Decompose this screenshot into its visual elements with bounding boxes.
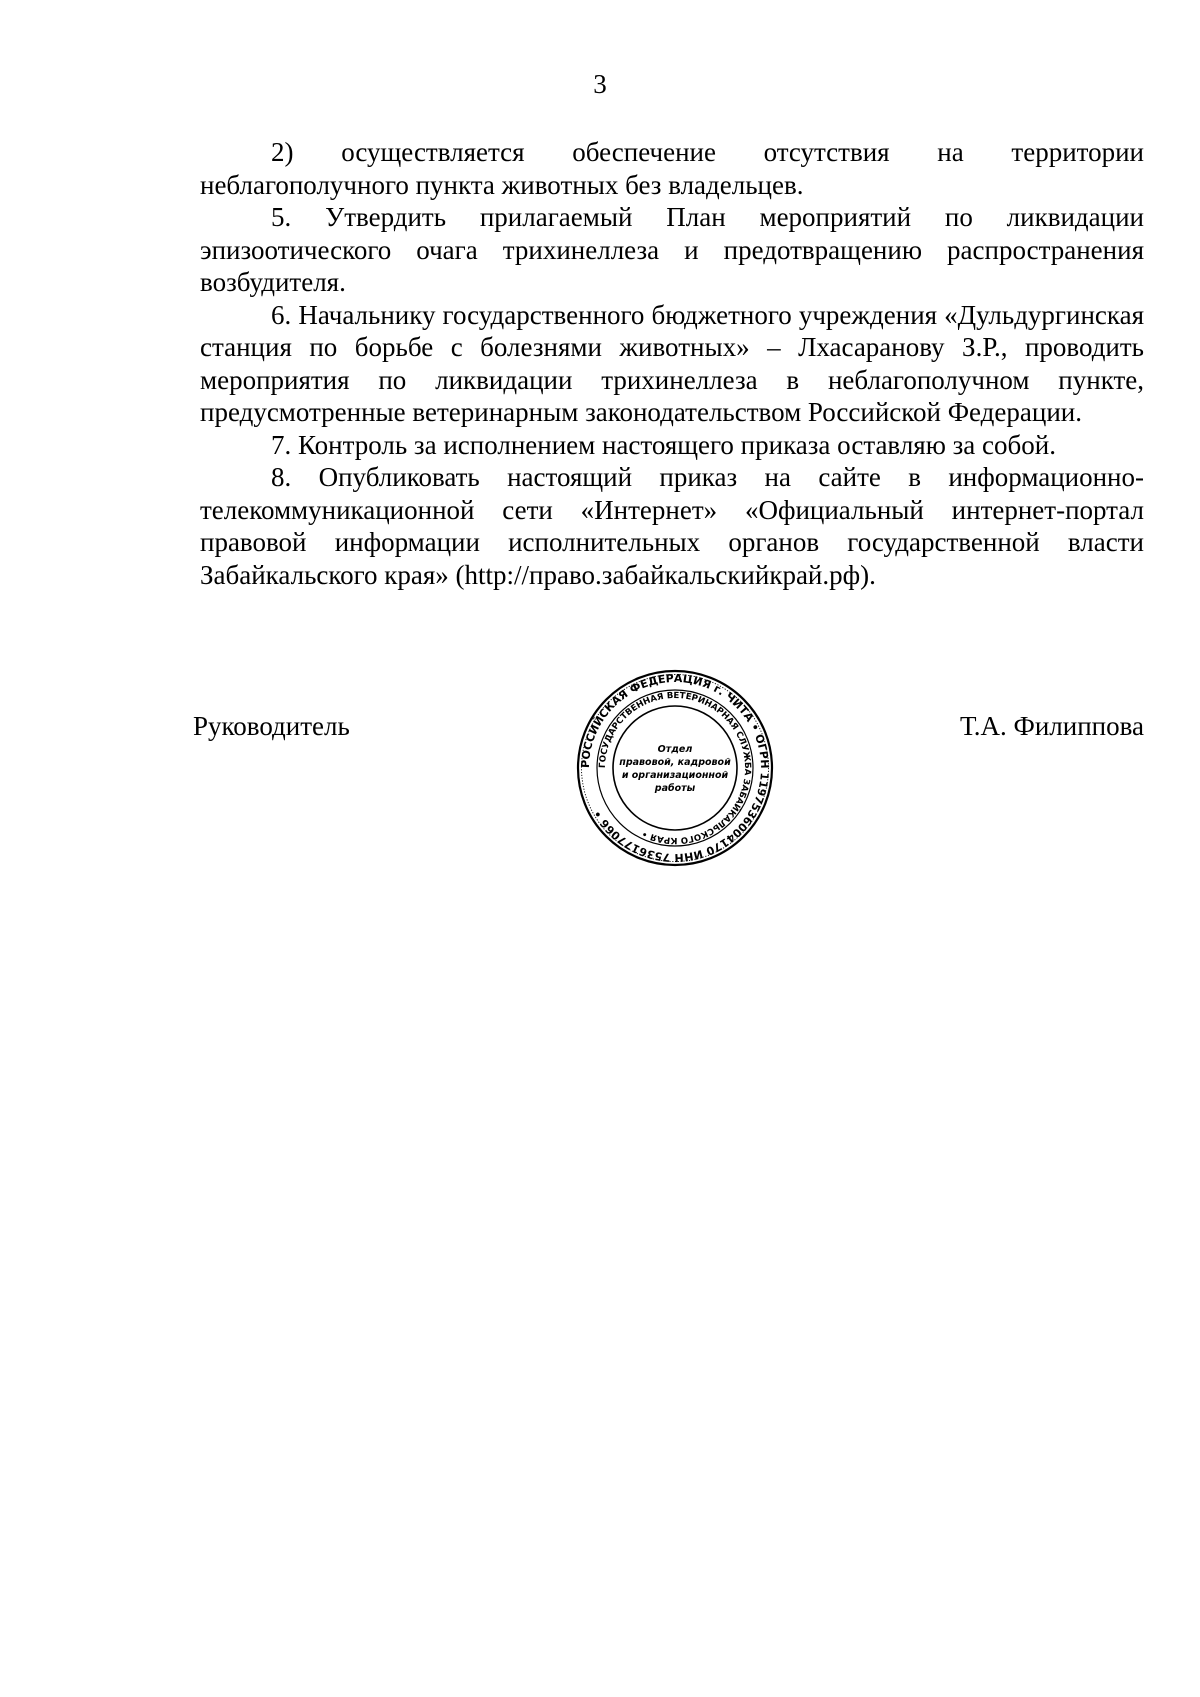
paragraph-item-2: 2) осуществляется обеспечение отсутствия на территории неблагополучного пункта животных без владельцев. [200,137,1144,200]
stamp-center-text [619,744,731,794]
official-stamp [575,668,775,868]
paragraph-item-8: 8. Опубликовать настоящий приказ на сайте в информационно-телекоммуникационной сети «Интернет» «Официальный интернет-портал правовой информации исполнительных органов государственной власти Забайкальского края» (http://право.забайкальскийкрай.рф). [200,462,1144,590]
paragraph-item-6: 6. Начальнику государственного бюджетного учреждения «Дульдургинская станция по борьбе с болезнями животных» – Лхасаранову З.Р., проводить мероприятия по ликвидации трихинеллеза в неблагополучном пункте, предусмотренные ветеринарным законодательством Российской Федерации. [200,299,1144,427]
stamp-center-line: работы [654,783,696,794]
document-body [200,136,1144,591]
stamp-center-line: и организационной [621,770,729,781]
stamp-center-line: Отдел [657,744,693,755]
paragraph-item-5: 5. Утвердить прилагаемый План мероприятий по ликвидации эпизоотического очага трихинеллеза и предотвращению распространения возбудителя. [200,202,1144,297]
stamp-outer-text: РОССИЙСКАЯ ФЕДЕРАЦИЯ г. ЧИТА • ОГРН 1197536004170 ИНН 7536177066 • [578,671,772,865]
stamp-middle-ring [597,690,753,846]
stamp-inner-ring-text: ГОСУДАРСТВЕННАЯ ВЕТЕРИНАРНАЯ СЛУЖБА ЗАБАЙКАЛЬСКОГО КРАЯ • [597,690,753,846]
signer-name: Т.А. Филиппова [959,711,1144,741]
paragraph-item-7: 7. Контроль за исполнением настоящего приказа оставляю за собой. [271,429,1056,460]
page-number: 3 [593,69,607,99]
stamp-inner-ring [613,706,737,830]
stamp-center-line: правовой, кадровой [619,757,731,768]
signer-title: Руководитель [193,711,350,741]
